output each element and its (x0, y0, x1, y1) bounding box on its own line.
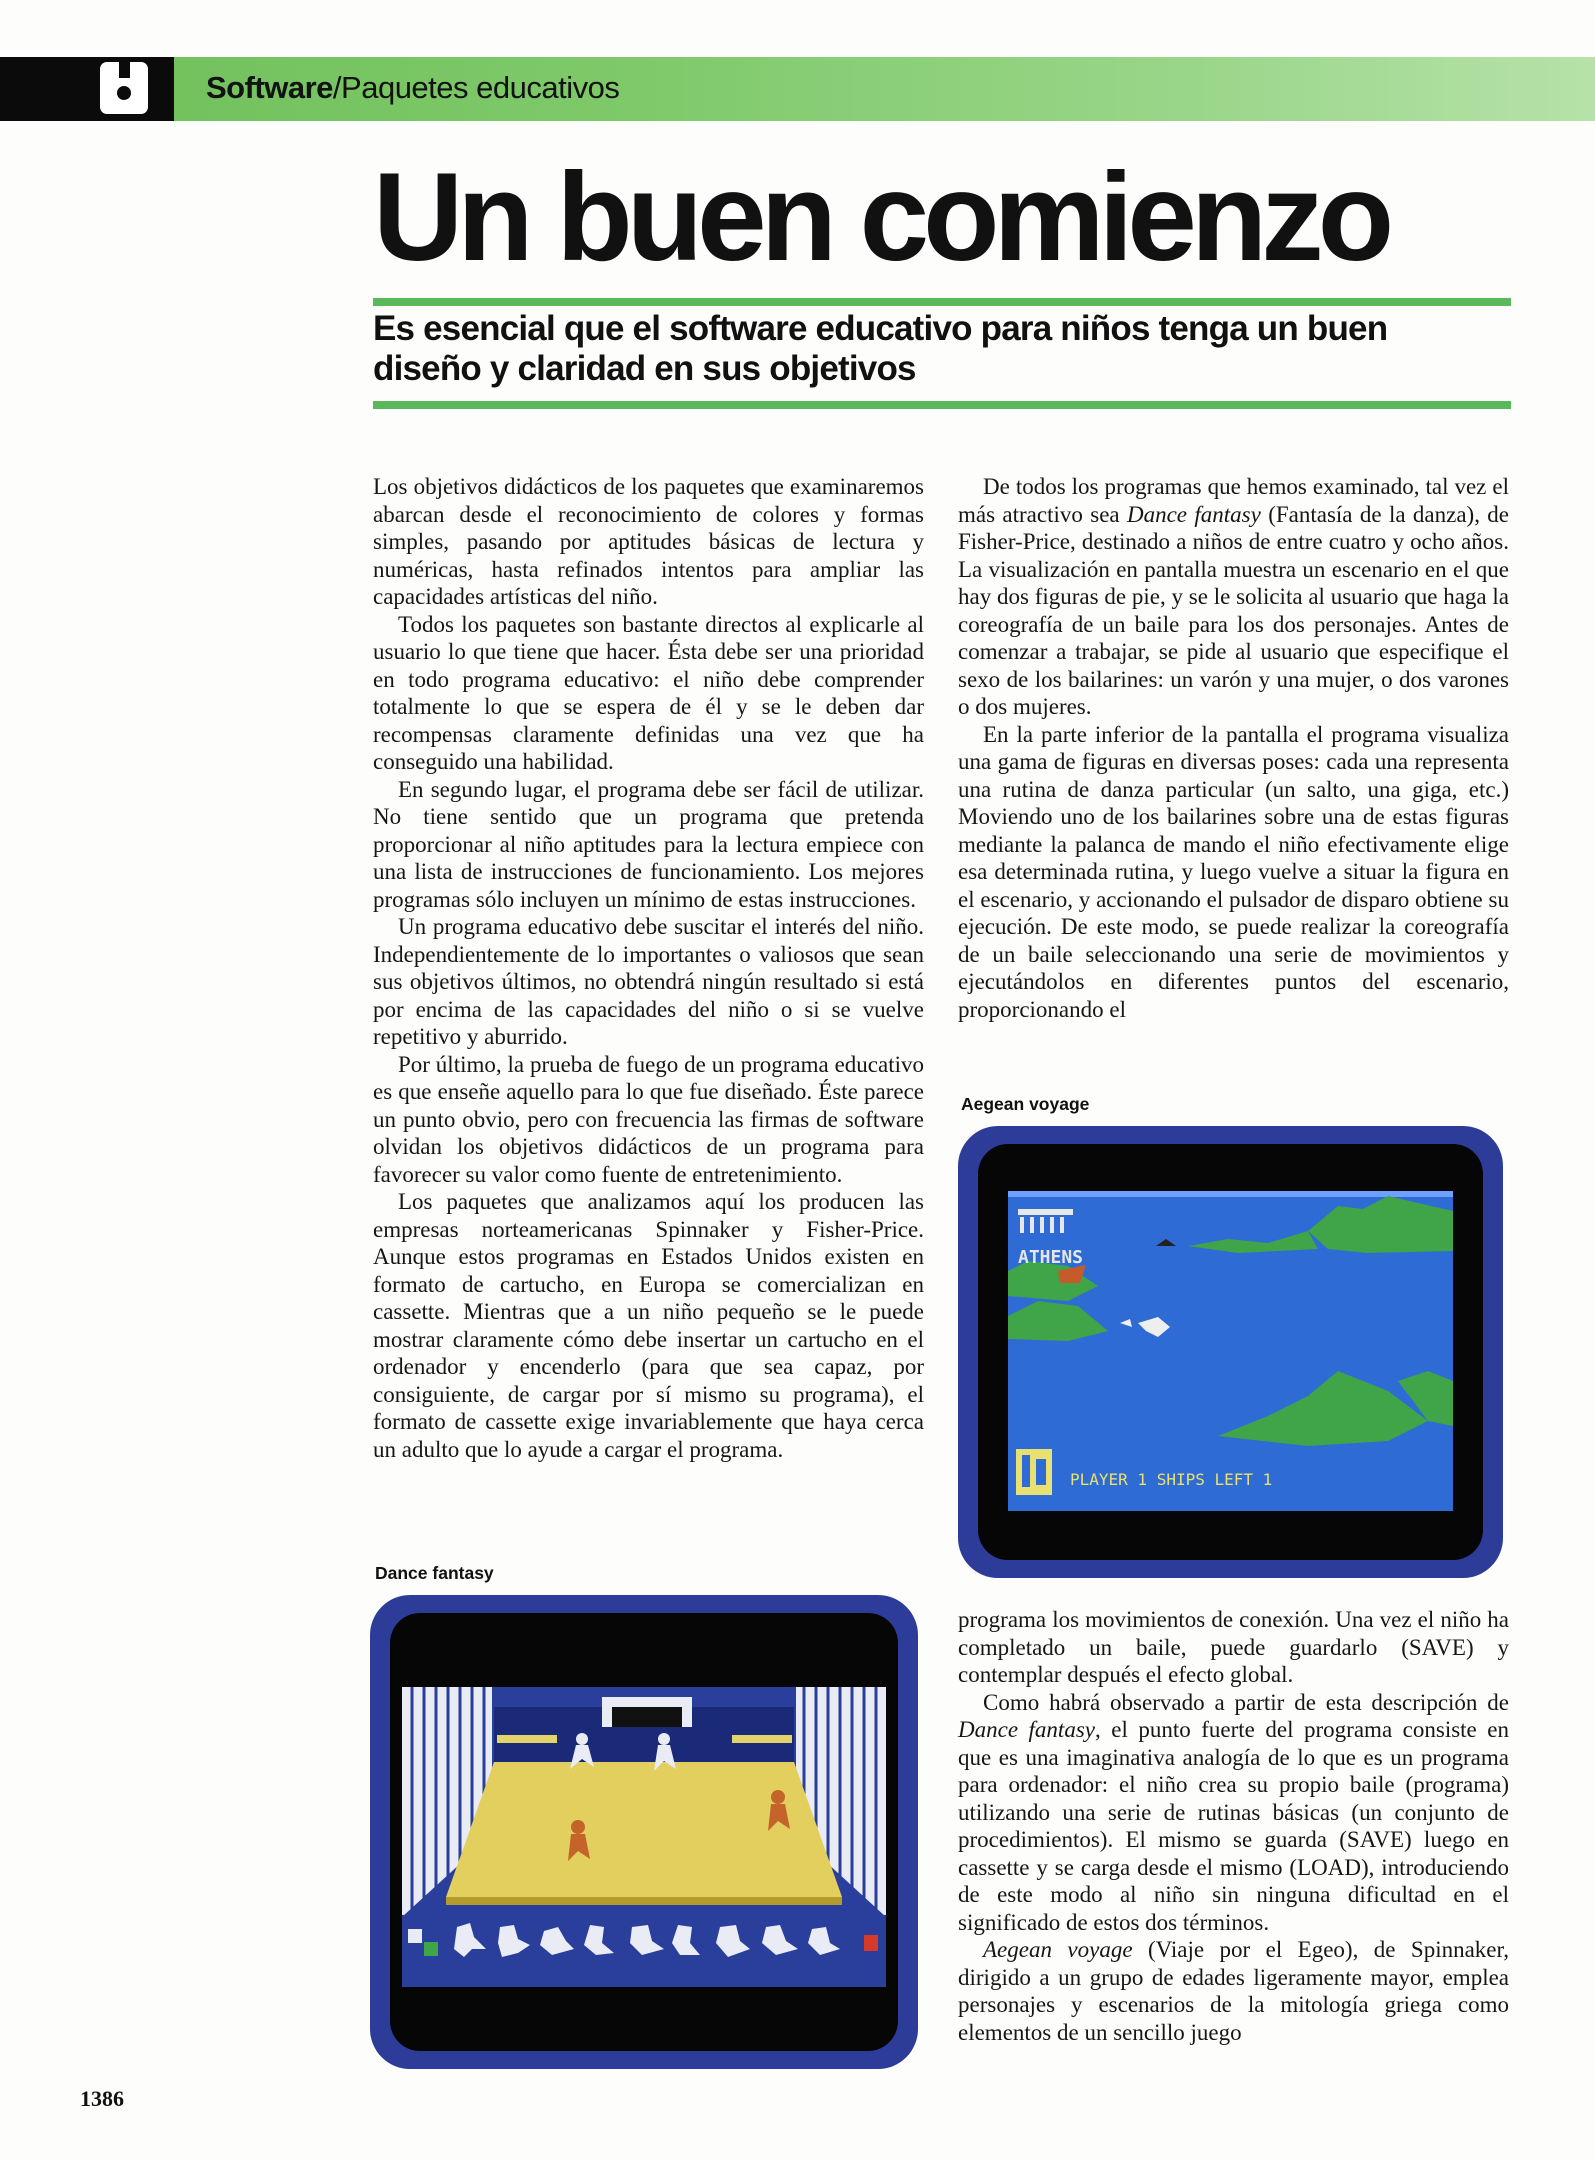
figure-caption-dance: Dance fantasy (375, 1563, 494, 1583)
stage-floor (446, 1762, 842, 1897)
section-label (206, 68, 619, 108)
subtitle-rule-top (373, 298, 1511, 306)
paragraph: Un programa educativo debe suscitar el interés del niño. Independientemente de lo importantes o valiosos que sean sus objetivos últimos, no obtendrá ningún resultado si está por encima de las capacidades del niño o si se vuelve repetitivo y aburrido. (373, 914, 924, 1049)
figure-caption-aegean: Aegean voyage (961, 1094, 1090, 1114)
paragraph: Aegean voyage (Viaje por el Egeo), de Spinnaker, dirigido a un grupo de edades ligeramente mayor, emplea personajes y escenarios de la mitología griega como elementos de un sencillo juego (958, 1937, 1510, 2045)
status-text: PLAYER 1 SHIPS LEFT 1 (1070, 1470, 1273, 1489)
article-column-right-bottom (958, 1606, 1509, 2046)
paragraph: Como habrá observado a partir de esta descripción de Dance fantasy, el punto fuerte del programa consiste en que es una imaginativa analogía de lo que es un programa para ordenador: el niño crea su propio baile (programa) utilizando una serie de rutinas básicas (un conjunto de procedimientos). El mismo se guarda (SAVE) luego en cassette y se carga desde el mismo (LOAD), introduciendo de este modo al niño sin ninguna dificultad en el significado de estos dos términos. (958, 1689, 1509, 1935)
article-subtitle: Es esencial que el software educativo para niños tenga un buen diseño y claridad en sus objetivos (373, 309, 1388, 388)
article-column-right-top (958, 473, 1509, 1023)
selector-icon (408, 1929, 422, 1943)
dance-game-screen (402, 1687, 886, 1987)
floppy-disk-icon (100, 62, 148, 114)
paragraph: programa los movimientos de conexión. Una vez el niño ha completado un baile, puede guardarlo (SAVE) y contemplar después el efecto global. (958, 1607, 1509, 1687)
aegean-voyage-screenshot (958, 1126, 1503, 1578)
paragraph: Los paquetes que analizamos aquí los producen las empresas norteamericanas Spinnaker y Fisher-Price. Aunque estos programas en Estados Unidos existen en formato de cartucho, en Europa se comercializan en cassette. Mientras que a un niño pequeño se le puede mostrar claramente cómo debe insertar un cartucho en el ordenador y encenderlo (para que sea capaz, por consiguiente, de cargar por sí mismo su programa), el formato de cassette exige invariablemente que haya cerca un adulto que lo ayude a cargar el programa. (373, 1189, 924, 1462)
subtitle-rule-bottom (373, 401, 1511, 409)
paragraph: Todos los paquetes son bastante directos al explicarle al usuario lo que tiene que hacer. Ésta debe ser una prioridad en todo programa educativo: el niño debe comprender totalmente lo que se espera de él y se le deben dar recompensas claramente definidas una vez que ha conseguido una habilidad. (373, 611, 924, 774)
paragraph: Por último, la prueba de fuego de un programa educativo es que enseñe aquello para lo que fue diseñado. Éste parece un punto obvio, pero con frecuencia las firmas de software olvidan los objetivos didácticos de un programa para favorecer su valor como fuente de entretenimiento. (373, 1051, 924, 1187)
subsection-name: /Paquetes educativos (332, 70, 620, 105)
article-title: Un buen comienzo (373, 148, 1389, 287)
article-column-left (373, 473, 924, 1463)
city-label: ATHENS (1018, 1247, 1084, 1268)
aegean-game-screen (1008, 1191, 1453, 1511)
dance-fantasy-screenshot (370, 1595, 918, 2069)
paragraph: De todos los programas que hemos examinado, tal vez el más atractivo sea Dance fantasy (Fantasía de la danza), de Fisher-Price, destinado a niños de entre cuatro y ocho años. La visualización en pantalla muestra un escenario en el que hay dos figuras de pie, y se le solicita al usuario que haga la coreografía de un baile para los dos personajes. Antes de comenzar a trabajar, se pide al usuario que especifique el sexo de los bailarines: un varón y una mujer, o dos varones o dos mujeres. (958, 474, 1510, 719)
paragraph: En la parte inferior de la pantalla el programa visualiza una gama de figuras en diversas poses: cada una representa una rutina de danza particular (un salto, una giga, etc.) Moviendo uno de los bailarines sobre una de estas figuras mediante la palanca de mando el niño efectivamente elige esa determinada rutina, y luego vuelve a situar la figura en el escenario, y accionando el pulsador de disparo obtiene su ejecución. De este modo, se puede realizar la coreografía de un baile seleccionando una serie de movimientos y ejecutándolos en diferentes puntos del escenario, proporcionando el (958, 721, 1509, 1022)
paragraph: Los objetivos didácticos de los paquetes que examinaremos abarcan desde el reconocimiento de colores y formas simples, pasando por aptitudes básicas de lectura y numéricas, hasta refinados intentos para ampliar las capacidades artísticas del niño. (373, 474, 924, 609)
section-name: Software (206, 70, 333, 105)
player-ship-icon (1016, 1449, 1052, 1495)
paragraph: En segundo lugar, el programa debe ser fácil de utilizar. No tiene sentido que un programa que pretenda proporcionar al niño aptitudes para la lectura empiece con una lista de instrucciones de funcionamiento. Los mejores programas sólo incluyen un mínimo de estas instrucciones. (373, 776, 924, 912)
page-number: 1386 (80, 2086, 124, 2111)
stop-icon (864, 1935, 878, 1951)
